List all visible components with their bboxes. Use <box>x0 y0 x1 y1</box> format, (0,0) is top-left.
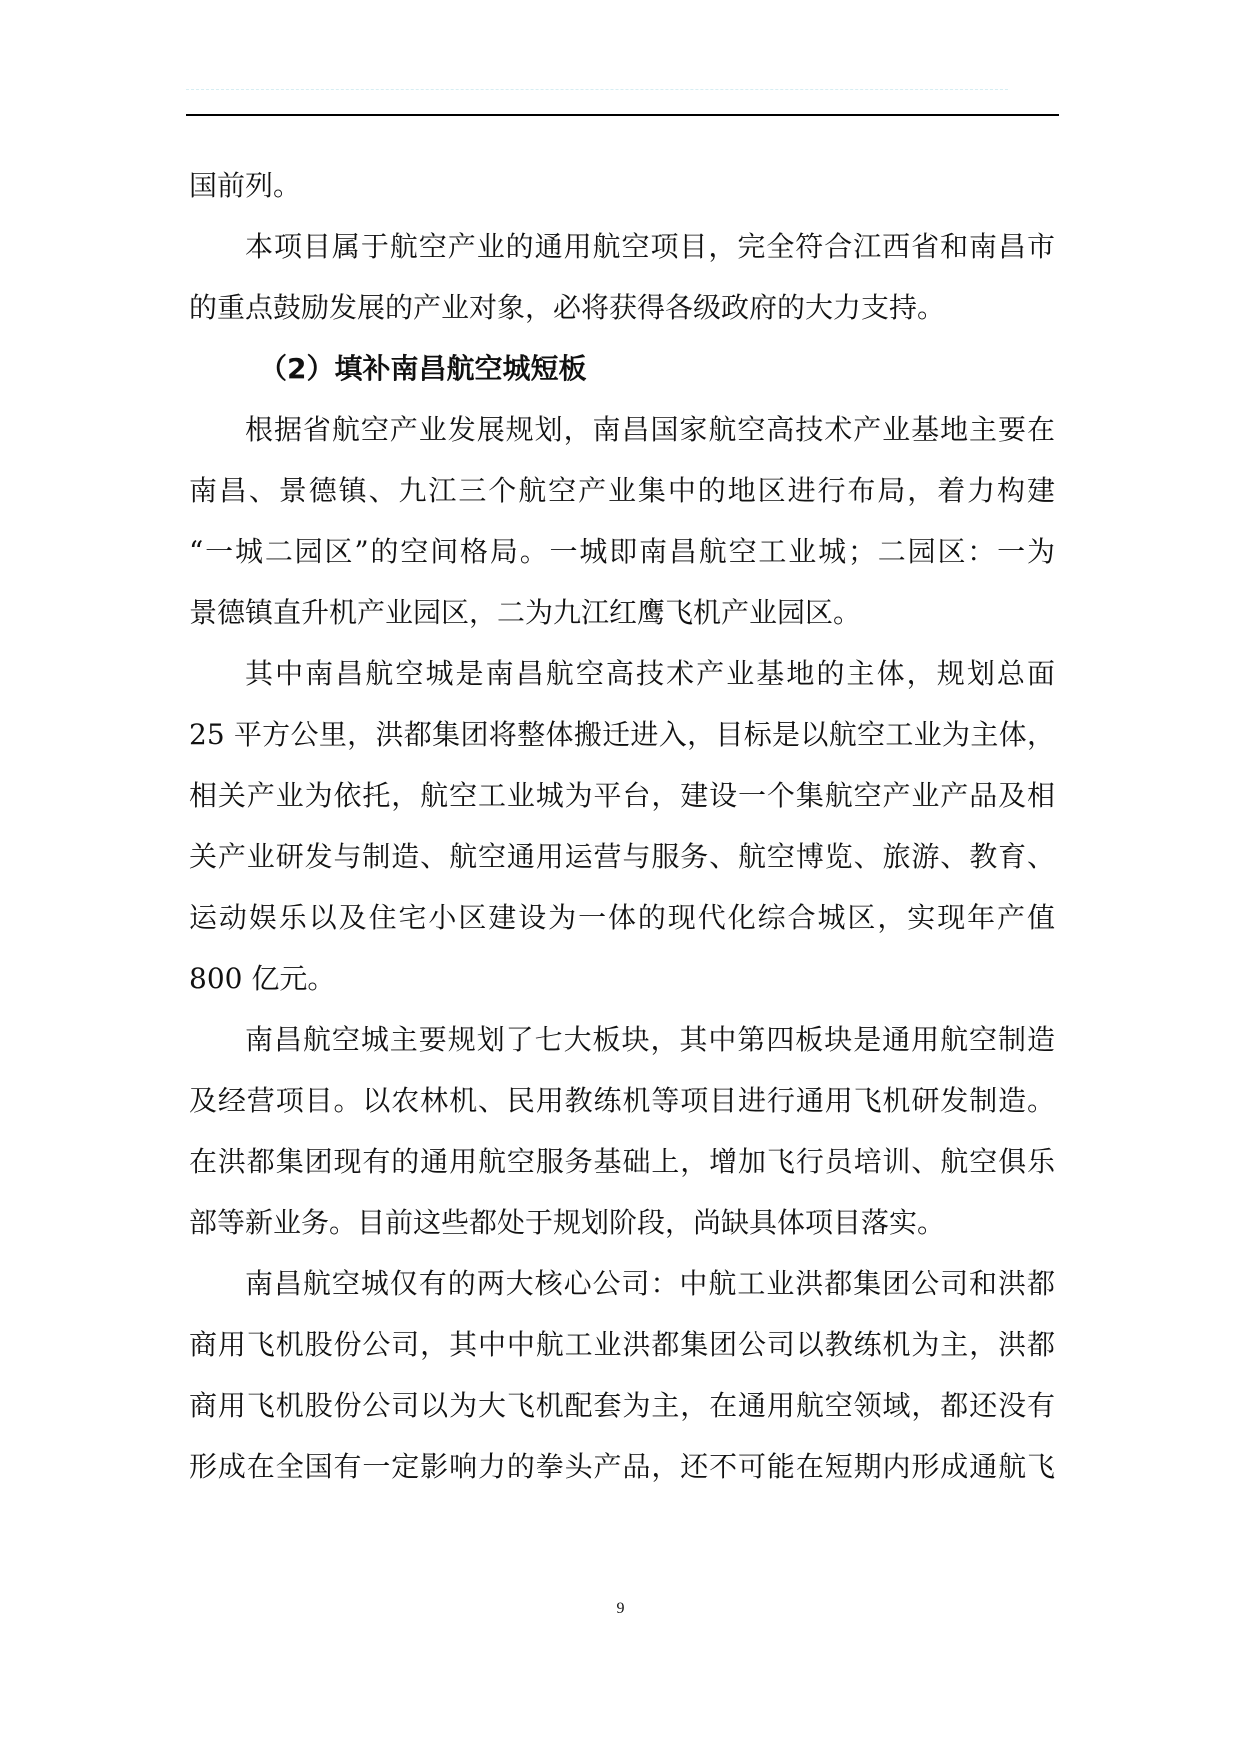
text-line: 运动娱乐以及住宅小区建设为一体的现代化综合城区，实现年产值 <box>189 901 1055 934</box>
paragraph-first-line: 南昌航空城主要规划了七大板块，其中第四板块是通用航空制造 <box>245 1023 1055 1056</box>
document-body <box>189 155 1055 1497</box>
text-line: 在洪都集团现有的通用航空服务基础上，增加飞行员培训、航空俱乐 <box>189 1145 1055 1178</box>
text-line: 部等新业务。目前这些都处于规划阶段，尚缺具体项目落实。 <box>189 1206 946 1239</box>
text-line: 的重点鼓励发展的产业对象，必将获得各级政府的大力支持。 <box>189 291 946 324</box>
header-faint-rule <box>186 89 1008 90</box>
paragraph-first-line: 南昌航空城仅有的两大核心公司：中航工业洪都集团公司和洪都 <box>245 1267 1055 1300</box>
text-line: 形成在全国有一定影响力的拳头产品，还不可能在短期内形成通航飞 <box>189 1450 1055 1483</box>
text-line: 景德镇直升机产业园区，二为九江红鹰飞机产业园区。 <box>189 596 862 629</box>
paragraph-first-line: 其中南昌航空城是南昌航空高技术产业基地的主体，规划总面 <box>245 657 1055 690</box>
header-rule <box>186 114 1059 116</box>
text-line: 及经营项目。以农林机、民用教练机等项目进行通用飞机研发制造。 <box>189 1084 1055 1117</box>
text-line: 商用飞机股份公司，其中中航工业洪都集团公司以教练机为主，洪都 <box>189 1328 1055 1361</box>
text-line: 国前列。 <box>189 169 302 202</box>
paragraph-first-line: 根据省航空产业发展规划，南昌国家航空高技术产业基地主要在 <box>245 413 1055 446</box>
text-line: 25 平方公里，洪都集团将整体搬迁进入，目标是以航空工业为主体， <box>189 718 1055 751</box>
text-line: 关产业研发与制造、航空通用运营与服务、航空博览、旅游、教育、 <box>189 840 1055 873</box>
page-number: 9 <box>616 1600 625 1617</box>
text-line: “一城二园区”的空间格局。一城即南昌航空工业城；二园区：一为 <box>189 535 1055 568</box>
text-line: 相关产业为依托，航空工业城为平台，建设一个集航空产业产品及相 <box>189 779 1055 812</box>
text-line: 南昌、景德镇、九江三个航空产业集中的地区进行布局，着力构建 <box>189 474 1055 507</box>
paragraph-first-line: 本项目属于航空产业的通用航空项目，完全符合江西省和南昌市 <box>245 230 1055 263</box>
text-line: 商用飞机股份公司以为大飞机配套为主，在通用航空领域，都还没有 <box>189 1389 1055 1422</box>
section-heading: （2）填补南昌航空城短板 <box>259 352 587 385</box>
text-line: 800 亿元。 <box>189 962 336 995</box>
